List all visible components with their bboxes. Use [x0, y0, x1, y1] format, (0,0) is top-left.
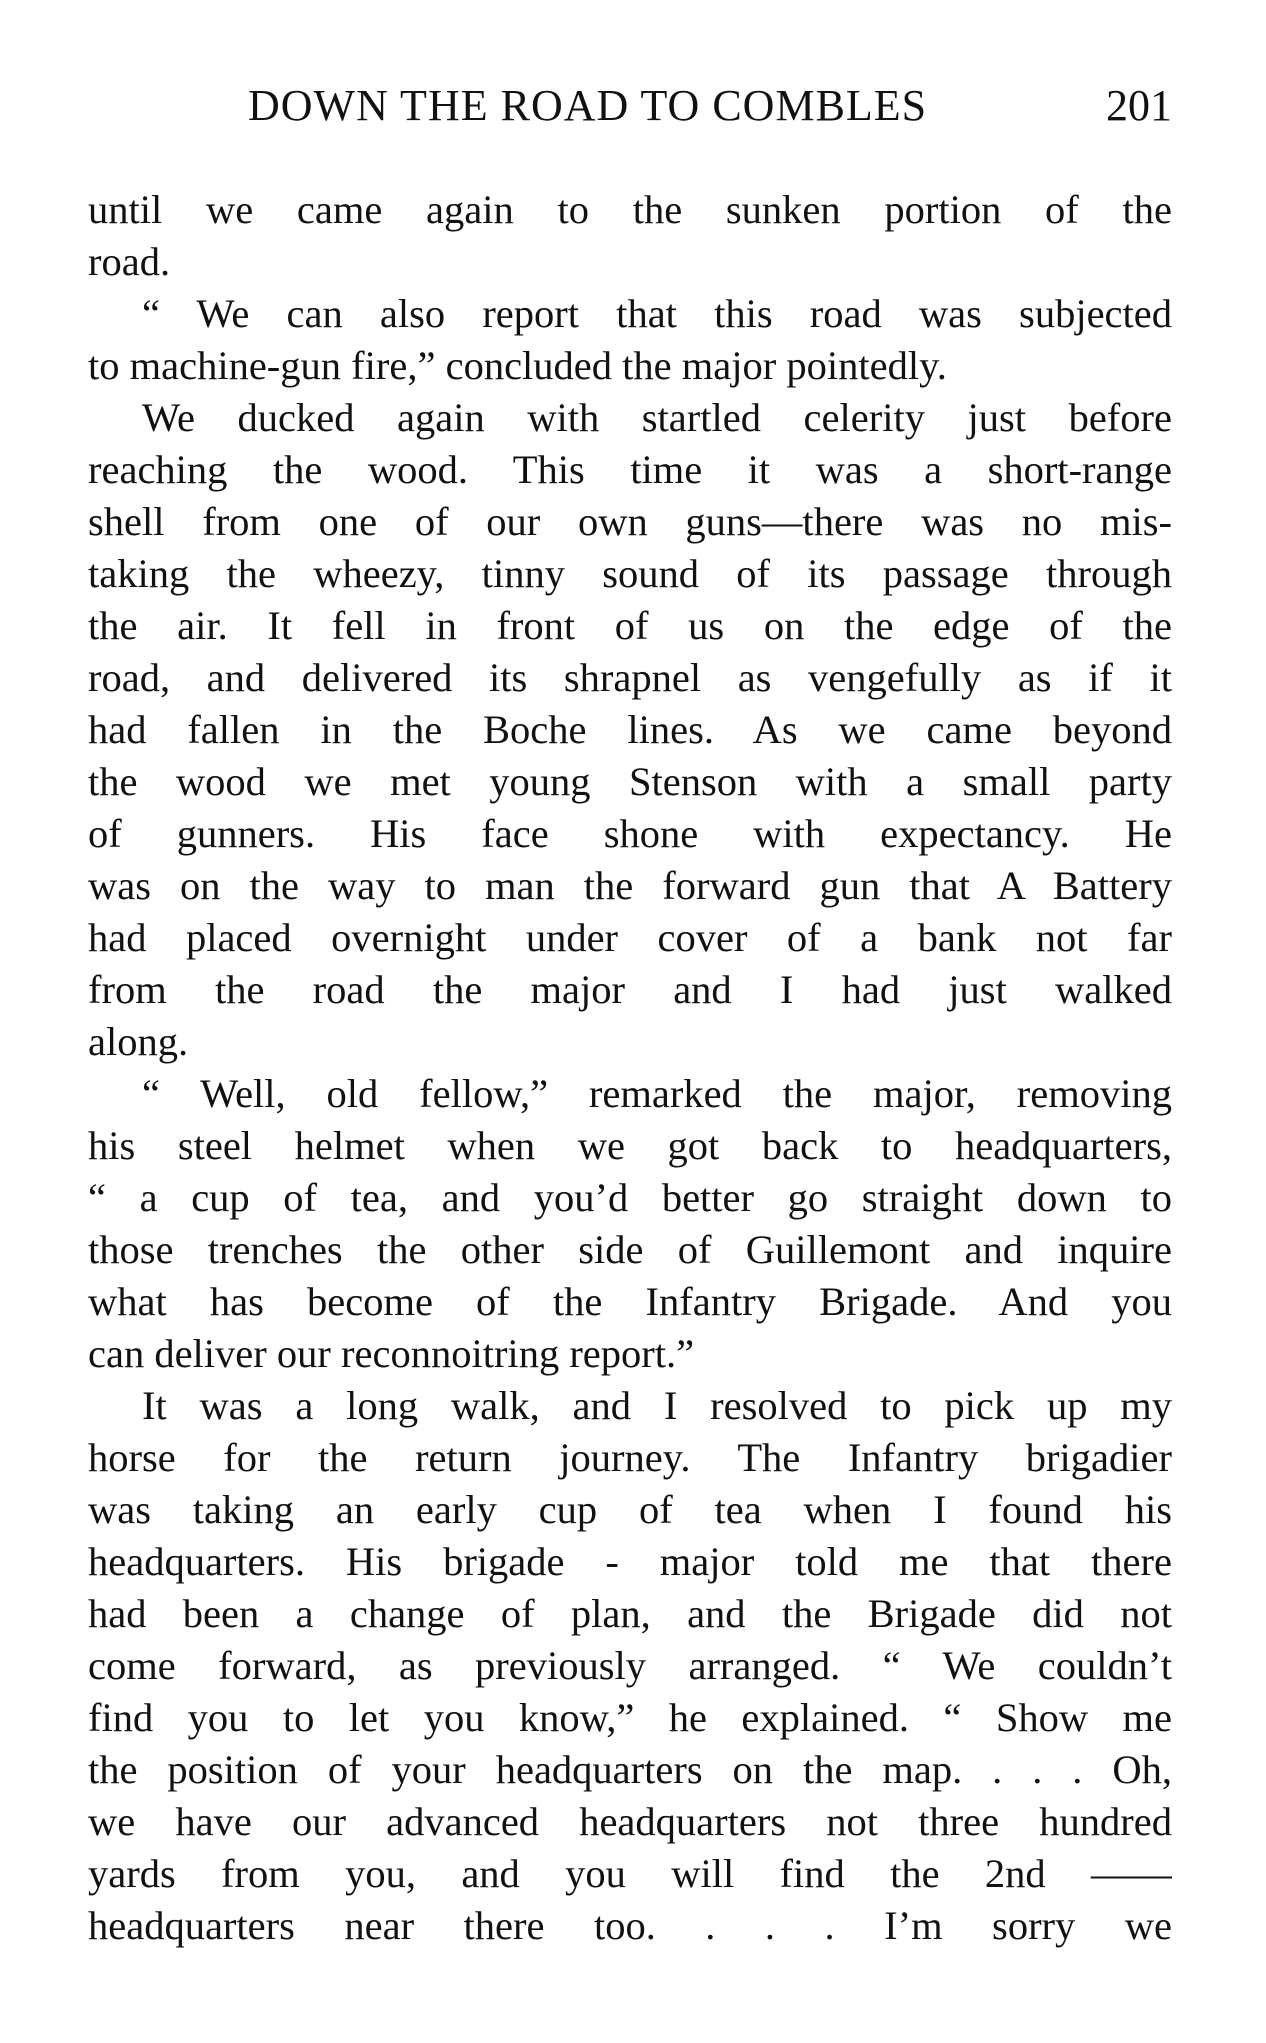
text-line: road.	[88, 239, 171, 284]
page-number: 201	[1106, 81, 1172, 130]
text-line: those trenches the other side of Guillemont and inquire	[88, 1227, 1172, 1272]
text-line: shell from one of our own guns—there was no mis-	[88, 499, 1172, 544]
text-line: until we came again to the sunken portion of the	[88, 187, 1172, 232]
text-line: was on the way to man the forward gun that A Battery	[88, 863, 1172, 908]
text-line: the air. It fell in front of us on the edge of the	[88, 603, 1172, 648]
text-line: had fallen in the Boche lines. As we came beyond	[88, 707, 1172, 752]
text-line: road, and delivered its shrapnel as vengefully as if it	[88, 655, 1172, 700]
text-line: what has become of the Infantry Brigade. And you	[88, 1279, 1172, 1324]
text-line: the wood we met young Stenson with a small party	[88, 759, 1172, 804]
text-line: horse for the return journey. The Infantry brigadier	[88, 1435, 1172, 1480]
body-text	[88, 184, 1172, 1952]
text-line: headquarters near there too. . . . I’m sorry we	[88, 1903, 1172, 1948]
text-line: was taking an early cup of tea when I found his	[88, 1487, 1172, 1532]
text-line: the position of your headquarters on the map. . . . Oh,	[88, 1747, 1172, 1792]
text-line: reaching the wood. This time it was a short-range	[88, 447, 1172, 492]
text-line: come forward, as previously arranged. “ We couldn’t	[88, 1643, 1172, 1688]
text-line: “ a cup of tea, and you’d better go straight down to	[88, 1175, 1172, 1220]
text-line: from the road the major and I had just walked	[88, 967, 1172, 1012]
text-line: to machine-gun fire,” concluded the major pointedly.	[88, 343, 947, 388]
running-title: DOWN THE ROAD TO COMBLES	[248, 81, 928, 130]
text-line: “ We can also report that this road was subjected	[142, 291, 1172, 336]
text-line: find you to let you know,” he explained. “ Show me	[88, 1695, 1172, 1740]
text-line: headquarters. His brigade - major told me that there	[88, 1539, 1172, 1584]
running-head	[88, 80, 1172, 132]
text-line: his steel helmet when we got back to headquarters,	[88, 1123, 1172, 1168]
text-line: of gunners. His face shone with expectancy. He	[88, 811, 1172, 856]
text-line: We ducked again with startled celerity just before	[142, 395, 1172, 440]
text-line: yards from you, and you will find the 2nd ——	[88, 1851, 1172, 1896]
text-line: can deliver our reconnoitring report.”	[88, 1331, 695, 1376]
text-line: had placed overnight under cover of a bank not far	[88, 915, 1172, 960]
text-line: had been a change of plan, and the Brigade did not	[88, 1591, 1172, 1636]
text-line: we have our advanced headquarters not three hundred	[88, 1799, 1172, 1844]
text-line: taking the wheezy, tinny sound of its passage through	[88, 551, 1172, 596]
text-line: “ Well, old fellow,” remarked the major, removing	[142, 1071, 1172, 1116]
text-line: along.	[88, 1019, 189, 1064]
text-line: It was a long walk, and I resolved to pick up my	[142, 1383, 1172, 1428]
